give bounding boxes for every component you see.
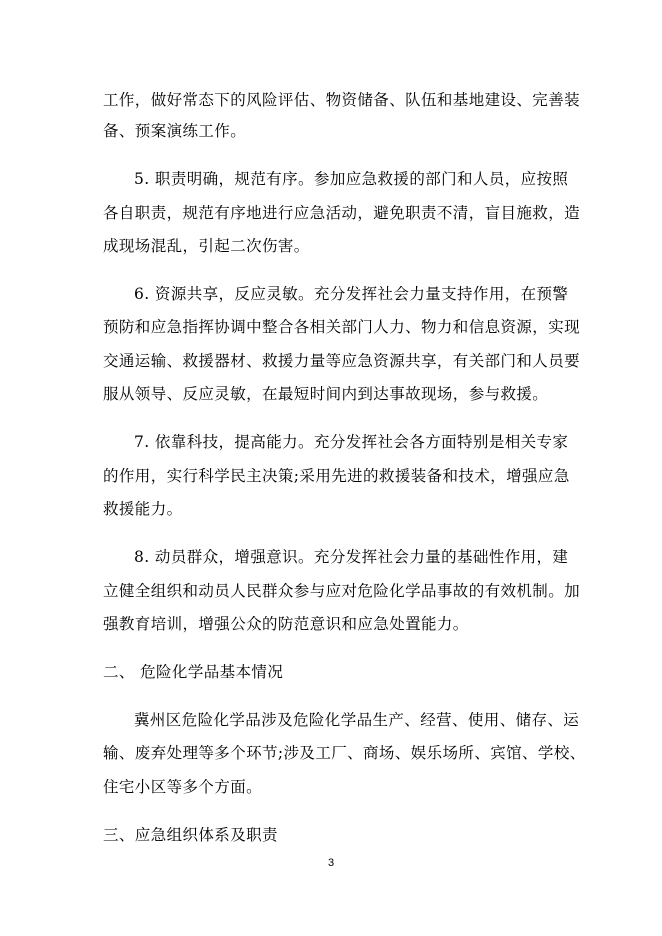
text-line: 立健全组织和动员人民群众参与应对危险化学品事故的有效机制。加 bbox=[103, 582, 581, 600]
text-line: 各自职责，规范有序地进行应急活动，避免职责不清，盲目施救，造 bbox=[103, 204, 581, 222]
section-heading: 三、应急组织体系及职责 bbox=[103, 826, 278, 844]
text-line: 8. 动员群众，增强意识。充分发挥社会力量的基础性作用，建 bbox=[134, 548, 569, 566]
text-line: 的作用，实行科学民主决策;采用先进的救援装备和技术，增强应急 bbox=[103, 467, 570, 485]
text-line: 6. 资源共享，反应灵敏。充分发挥社会力量支持作用，在预警 bbox=[134, 285, 569, 303]
text-line: 服从领导、反应灵敏，在最短时间内到达事故现场，参与救援。 bbox=[103, 385, 549, 403]
text-line: 输、废弃处理等多个环节;涉及工厂、商场、娱乐场所、宾馆、学校、 bbox=[103, 744, 586, 762]
section-heading: 二、 危险化学品基本情况 bbox=[103, 663, 284, 681]
text-line: 强教育培训，增强公众的防范意识和应急处置能力。 bbox=[103, 615, 469, 633]
text-line: 救援能力。 bbox=[103, 500, 183, 518]
text-line: 交通运输、救援器材、救援力量等应急资源共享，有关部门和人员要 bbox=[103, 352, 581, 370]
text-line: 7. 依靠科技，提高能力。充分发挥社会各方面特别是相关专家 bbox=[134, 433, 569, 451]
text-line: 成现场混乱，引起二次伤害。 bbox=[103, 237, 310, 255]
text-line: 5. 职责明确，规范有序。参加应急救援的部门和人员，应按照 bbox=[134, 170, 569, 188]
text-line: 冀州区危险化学品涉及危险化学品生产、经营、使用、储存、运 bbox=[134, 711, 580, 729]
text-line: 住宅小区等多个方面。 bbox=[103, 778, 263, 796]
text-line: 备、预案演练工作。 bbox=[103, 122, 247, 140]
page-number: 3 bbox=[327, 857, 335, 869]
text-line: 预防和应急指挥协调中整合各相关部门人力、物力和信息资源，实现 bbox=[103, 318, 581, 336]
text-line: 工作，做好常态下的风险评估、物资储备、队伍和基地建设、完善装 bbox=[103, 91, 581, 109]
